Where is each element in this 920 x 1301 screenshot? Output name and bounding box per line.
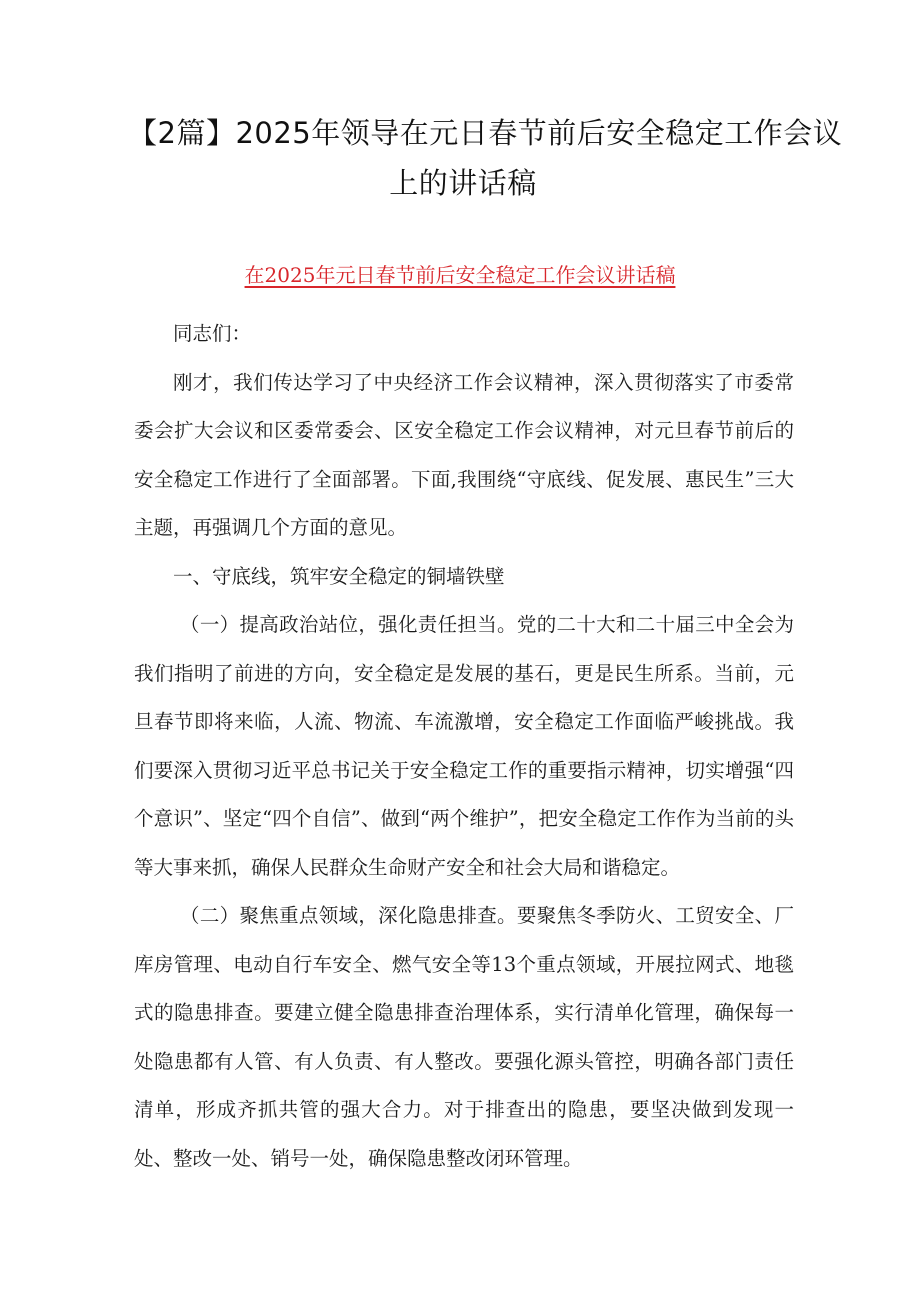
document-body	[134, 310, 794, 1183]
section-heading-1: 一、守底线，筑牢安全稳定的铜墙铁壁	[173, 564, 505, 588]
speech-subtitle	[0, 260, 920, 290]
document-title-line-2: 上的讲话稿	[389, 166, 537, 200]
paragraph-1-2: （二）聚焦重点领域，深化隐患排查。要聚焦冬季防火、工贸安全、厂库房管理、电动自行车安全、燃气安全等13个重点领域，开展拉网式、地毯式的隐患排查。要建立健全隐患排查治理体系，实行清单化管理，确保每一处隐患都有人管、有人负责、有人整改。要强化源头管控，明确各部门责任清单，形成齐抓共管的强大合力。对于排查出的隐患，要坚决做到发现一处、整改一处、销号一处，确保隐患整改闭环管理。	[134, 904, 794, 1170]
paragraph-1-1: （一）提高政治站位，强化责任担当。党的二十大和二十届三中全会为我们指明了前进的方向，安全稳定是发展的基石，更是民生所系。当前，元旦春节即将来临，人流、物流、车流激增，安全稳定工作面临严峻挑战。我们要深入贯彻习近平总书记关于安全稳定工作的重要指示精神，切实增强“四个意识”、坚定“四个自信”、做到“两个维护”，把安全稳定工作作为当前的头等大事来抓，确保人民群众生命财产安全和社会大局和谐稳定。	[134, 613, 794, 879]
document-title-line-1: 【2篇】2025年领导在元日春节前后安全稳定工作会议	[128, 116, 843, 150]
document-title	[128, 108, 843, 208]
greeting: 同志们：	[173, 322, 252, 345]
paragraph-intro: 刚才，我们传达学习了中央经济工作会议精神，深入贯彻落实了市委常委会扩大会议和区委常委会、区安全稳定工作会议精神，对元旦春节前后的安全稳定工作进行了全面部署。下面,我围绕“守底线、促发展、惠民生”三大主题，再强调几个方面的意见。	[134, 370, 794, 539]
speech-subtitle-text: 在2025年元日春节前后安全稳定工作会议讲话稿	[244, 263, 676, 287]
